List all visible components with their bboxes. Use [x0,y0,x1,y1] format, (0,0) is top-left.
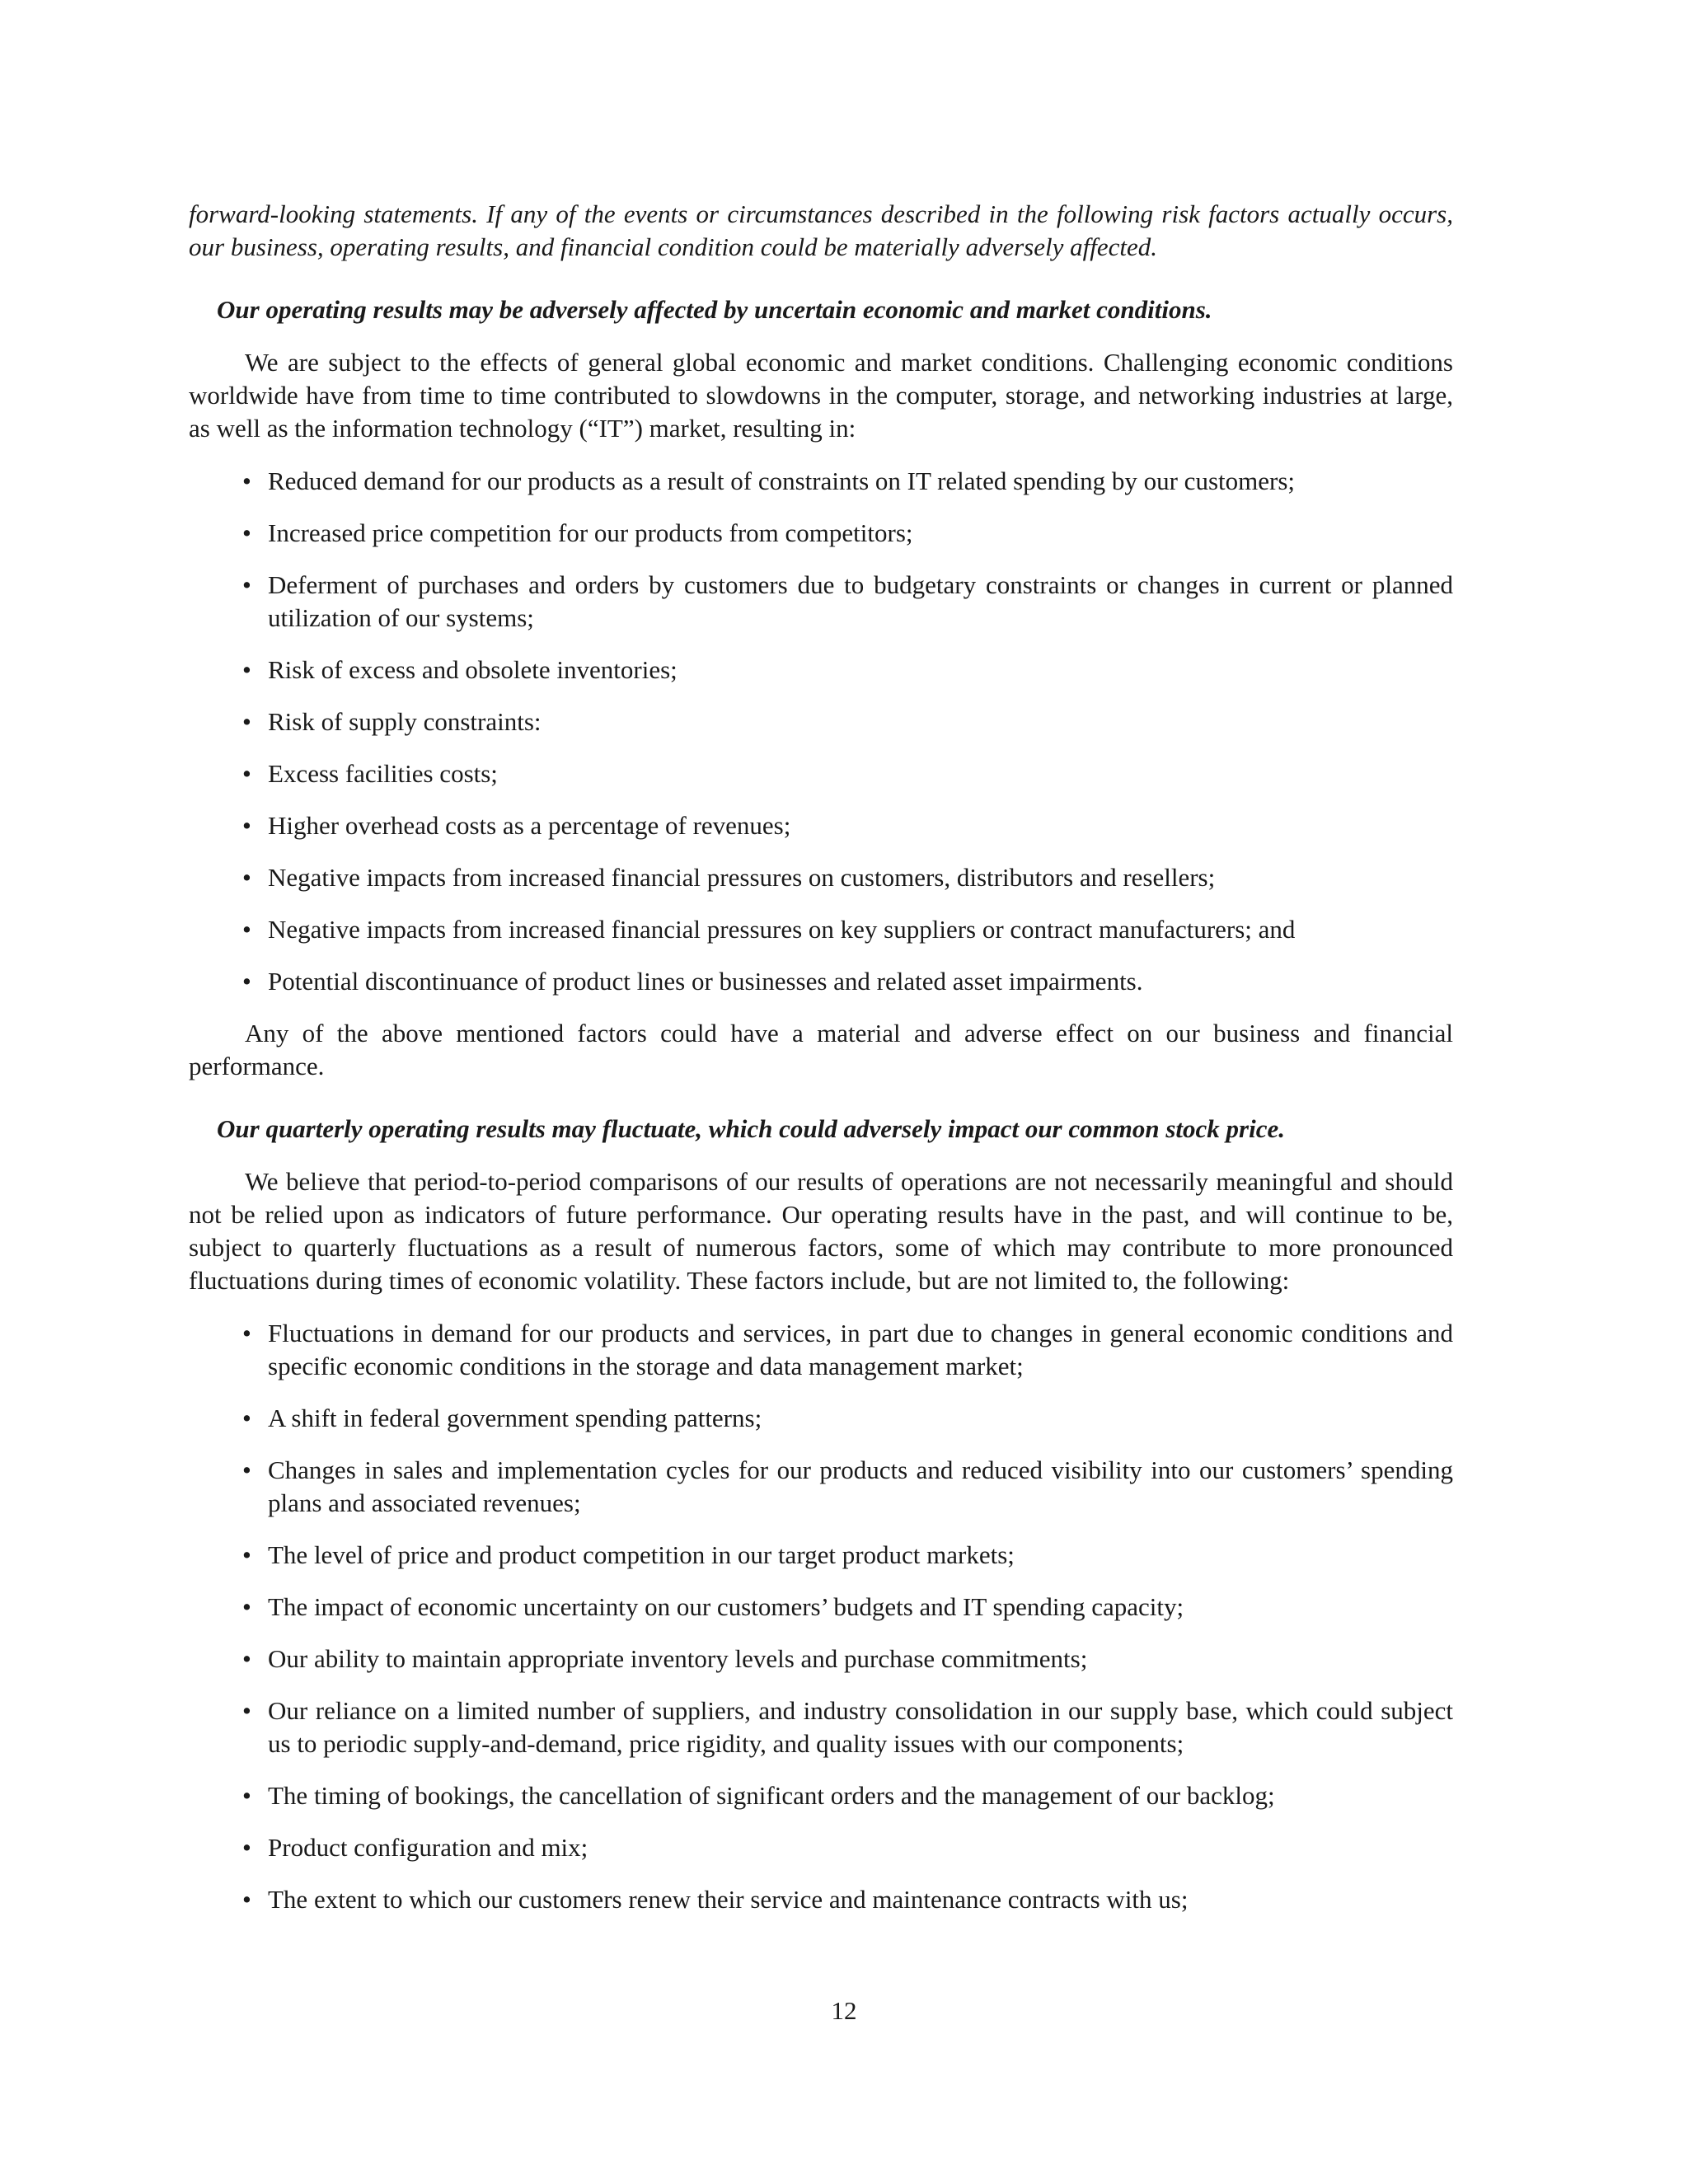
document-page [189,198,1453,1935]
bullet-text: Our reliance on a limited number of suppliers, and industry consolidation in our supply base, which could subject us to periodic supply-and-demand, price rigidity, and quality issues with our components; [268,1696,1453,1758]
bullet-item [189,1643,1453,1675]
bullet-glyph: • [242,570,251,599]
bullet-item [189,861,1453,894]
bullet-text: Potential discontinuance of product lines or businesses and related asset impairments. [268,967,1143,996]
bullet-item [189,517,1453,550]
bullet-text: The timing of bookings, the cancellation of significant orders and the management of our backlog; [268,1781,1275,1810]
bullet-item [189,465,1453,498]
section-heading: Our quarterly operating results may fluctuate, which could adversely impact our common stock price. [217,1114,1285,1143]
bullet-text: Higher overhead costs as a percentage of revenues; [268,811,791,840]
bullet-text: Fluctuations in demand for our products and services, in part due to changes in general economic conditions and specific economic conditions in the storage and data management market; [268,1319,1453,1380]
page-number: 12 [831,1996,857,2025]
intro-paragraph: forward-looking statements. If any of the events or circumstances described in the following risk factors actually occurs, our business, operating results, and financial condition could be materially adversely affected. [189,199,1453,261]
section-paragraph: We are subject to the effects of general global economic and market conditions. Challenging economic conditions worldwide have from time to time contributed to slowdowns in the computer, storage, and networking industries at large, as well as the information technology (“IT”) market, resulting in: [189,348,1453,443]
bullet-text: Negative impacts from increased financial pressures on key suppliers or contract manufacturers; and [268,915,1296,944]
bullet-text: A shift in federal government spending patterns; [268,1404,762,1432]
bullet-item [189,569,1453,635]
bullet-text: Excess facilities costs; [268,759,498,788]
bullet-item [189,705,1453,738]
risk-section-quarterly-results [189,1113,1453,1916]
bullet-glyph: • [242,967,251,996]
bullet-text: Changes in sales and implementation cycles for our products and reduced visibility into our customers’ spending plans and associated revenues; [268,1455,1453,1517]
bullet-glyph: • [242,811,251,840]
bullet-text: Reduced demand for our products as a result of constraints on IT related spending by our customers; [268,466,1295,495]
bullet-text: Deferment of purchases and orders by customers due to budgetary constraints or changes in current or planned utilization of our systems; [268,570,1453,632]
bullet-text: The impact of economic uncertainty on our customers’ budgets and IT spending capacity; [268,1592,1184,1621]
bullet-text: Risk of excess and obsolete inventories; [268,655,678,684]
bullet-list [189,465,1453,998]
bullet-glyph: • [242,1404,251,1432]
bullet-text: The level of price and product competition in our target product markets; [268,1540,1015,1569]
bullet-text: Risk of supply constraints: [268,707,542,736]
bullet-item [189,1694,1453,1760]
bullet-glyph: • [242,1885,251,1914]
bullet-list [189,1317,1453,1916]
section-heading: Our operating results may be adversely affected by uncertain economic and market conditions. [217,295,1212,324]
bullet-glyph: • [242,915,251,944]
bullet-item [189,1402,1453,1435]
bullet-glyph: • [242,466,251,495]
bullet-text: Product configuration and mix; [268,1833,588,1862]
bullet-item [189,757,1453,790]
bullet-glyph: • [242,1319,251,1347]
bullet-glyph: • [242,863,251,892]
bullet-glyph: • [242,1540,251,1569]
bullet-item [189,965,1453,998]
bullet-item [189,1591,1453,1624]
bullet-glyph: • [242,1644,251,1673]
bullet-glyph: • [242,759,251,788]
bullet-item [189,1539,1453,1572]
bullet-text: Increased price competition for our products from competitors; [268,518,913,547]
bullet-item [189,1317,1453,1383]
bullet-item [189,1883,1453,1916]
bullet-item [189,809,1453,842]
bullet-text: Negative impacts from increased financial pressures on customers, distributors and resellers; [268,863,1216,892]
bullet-item [189,1454,1453,1520]
risk-section-economic-conditions [189,293,1453,1083]
bullet-text: Our ability to maintain appropriate inventory levels and purchase commitments; [268,1644,1088,1673]
bullet-glyph: • [242,1455,251,1484]
bullet-glyph: • [242,518,251,547]
bullet-glyph: • [242,707,251,736]
bullet-glyph: • [242,1781,251,1810]
bullet-text: The extent to which our customers renew their service and maintenance contracts with us; [268,1885,1189,1914]
bullet-item [189,654,1453,687]
bullet-glyph: • [242,1833,251,1862]
bullet-item [189,913,1453,946]
section-closing-paragraph: Any of the above mentioned factors could have a material and adverse effect on our business and financial performance. [189,1019,1453,1080]
bullet-item [189,1831,1453,1864]
bullet-item [189,1779,1453,1812]
bullet-glyph: • [242,655,251,684]
bullet-glyph: • [242,1696,251,1725]
bullet-glyph: • [242,1592,251,1621]
section-paragraph: We believe that period-to-period comparisons of our results of operations are not necessarily meaningful and should not be relied upon as indicators of future performance. Our operating results have in the past, and will continue to be, subject to quarterly fluctuations as a result of numerous factors, some of which may contribute to more pronounced fluctuations during times of economic volatility. These factors include, but are not limited to, the following: [189,1167,1453,1295]
